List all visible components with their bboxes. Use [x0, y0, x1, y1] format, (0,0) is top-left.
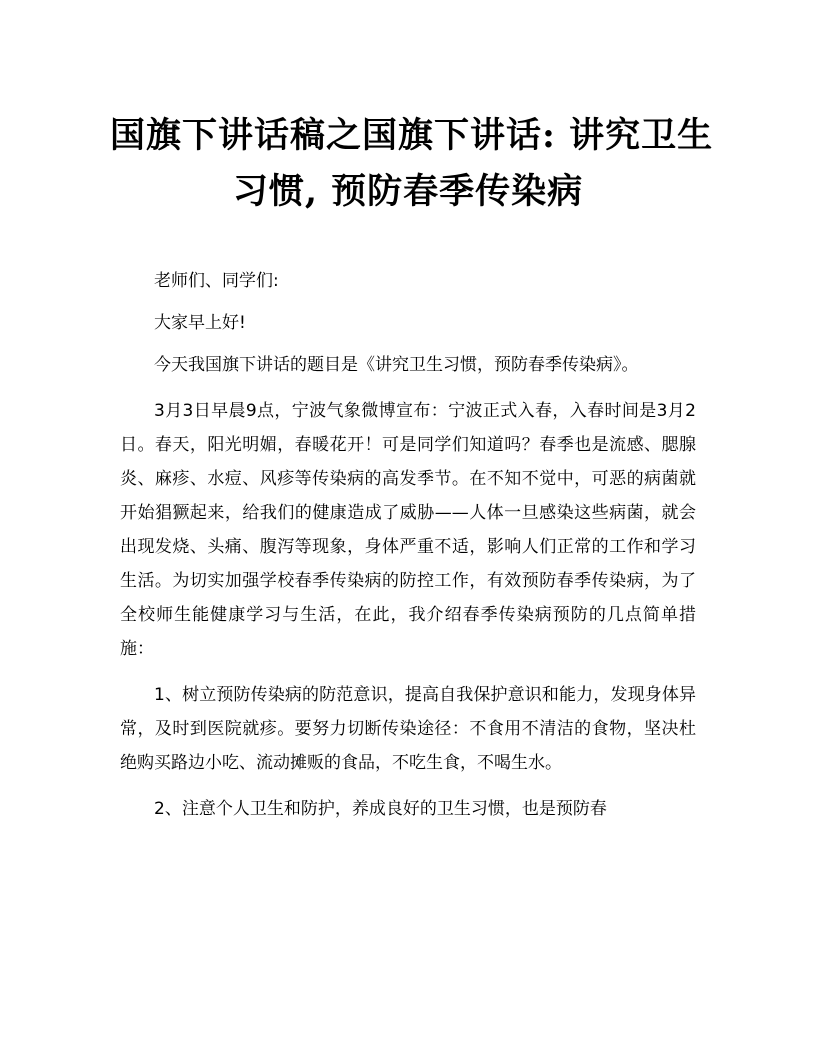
greeting: 大家早上好! [154, 313, 246, 333]
title-line-1: 国旗下讲话稿之国旗下讲话: 讲究卫生 [110, 115, 714, 156]
paragraph-measure-2: 2、注意个人卫生和防护，养成良好的卫生习惯，也是预防春 [154, 799, 607, 819]
document-body [120, 264, 696, 838]
salutation: 老师们、同学们: [154, 271, 279, 291]
paragraph-topic: 今天我国旗下讲话的题目是《讲究卫生习惯，预防春季传染病》。 [154, 355, 639, 375]
paragraph-measure-1: 1、树立预防传染病的防范意识，提高自我保护意识和能力，发现身体异常，及时到医院就疹。要努力切断传染途径：不食用不清洁的食物，坚决杜绝购买路边小吃、流动摊贩的食品，不吃生食，不喝生水。 [120, 685, 696, 773]
document-title [110, 108, 714, 220]
paragraph-spring-intro: 3月3日早晨9点，宁波气象微博宣布：宁波正式入春，入春时间是3月2日。春天，阳光明媚，春暖花开！可是同学们知道吗？春季也是流感、腮腺炎、麻疹、水痘、风疹等传染病的高发季节。在不知不觉中，可恶的病菌就开始猖獗起来，给我们的健康造成了威胁——人体一旦感染这些病菌，就会出现发烧、头痛、腹泻等现象，身体严重不适，影响人们正常的工作和学习生活。为切实加强学校春季传染病的防控工作，有效预防春季传染病，为了全校师生能健康学习与生活，在此，我介绍春季传染病预防的几点简单措施： [120, 401, 696, 659]
title-line-2: 习惯, 预防春季传染病 [232, 171, 584, 212]
